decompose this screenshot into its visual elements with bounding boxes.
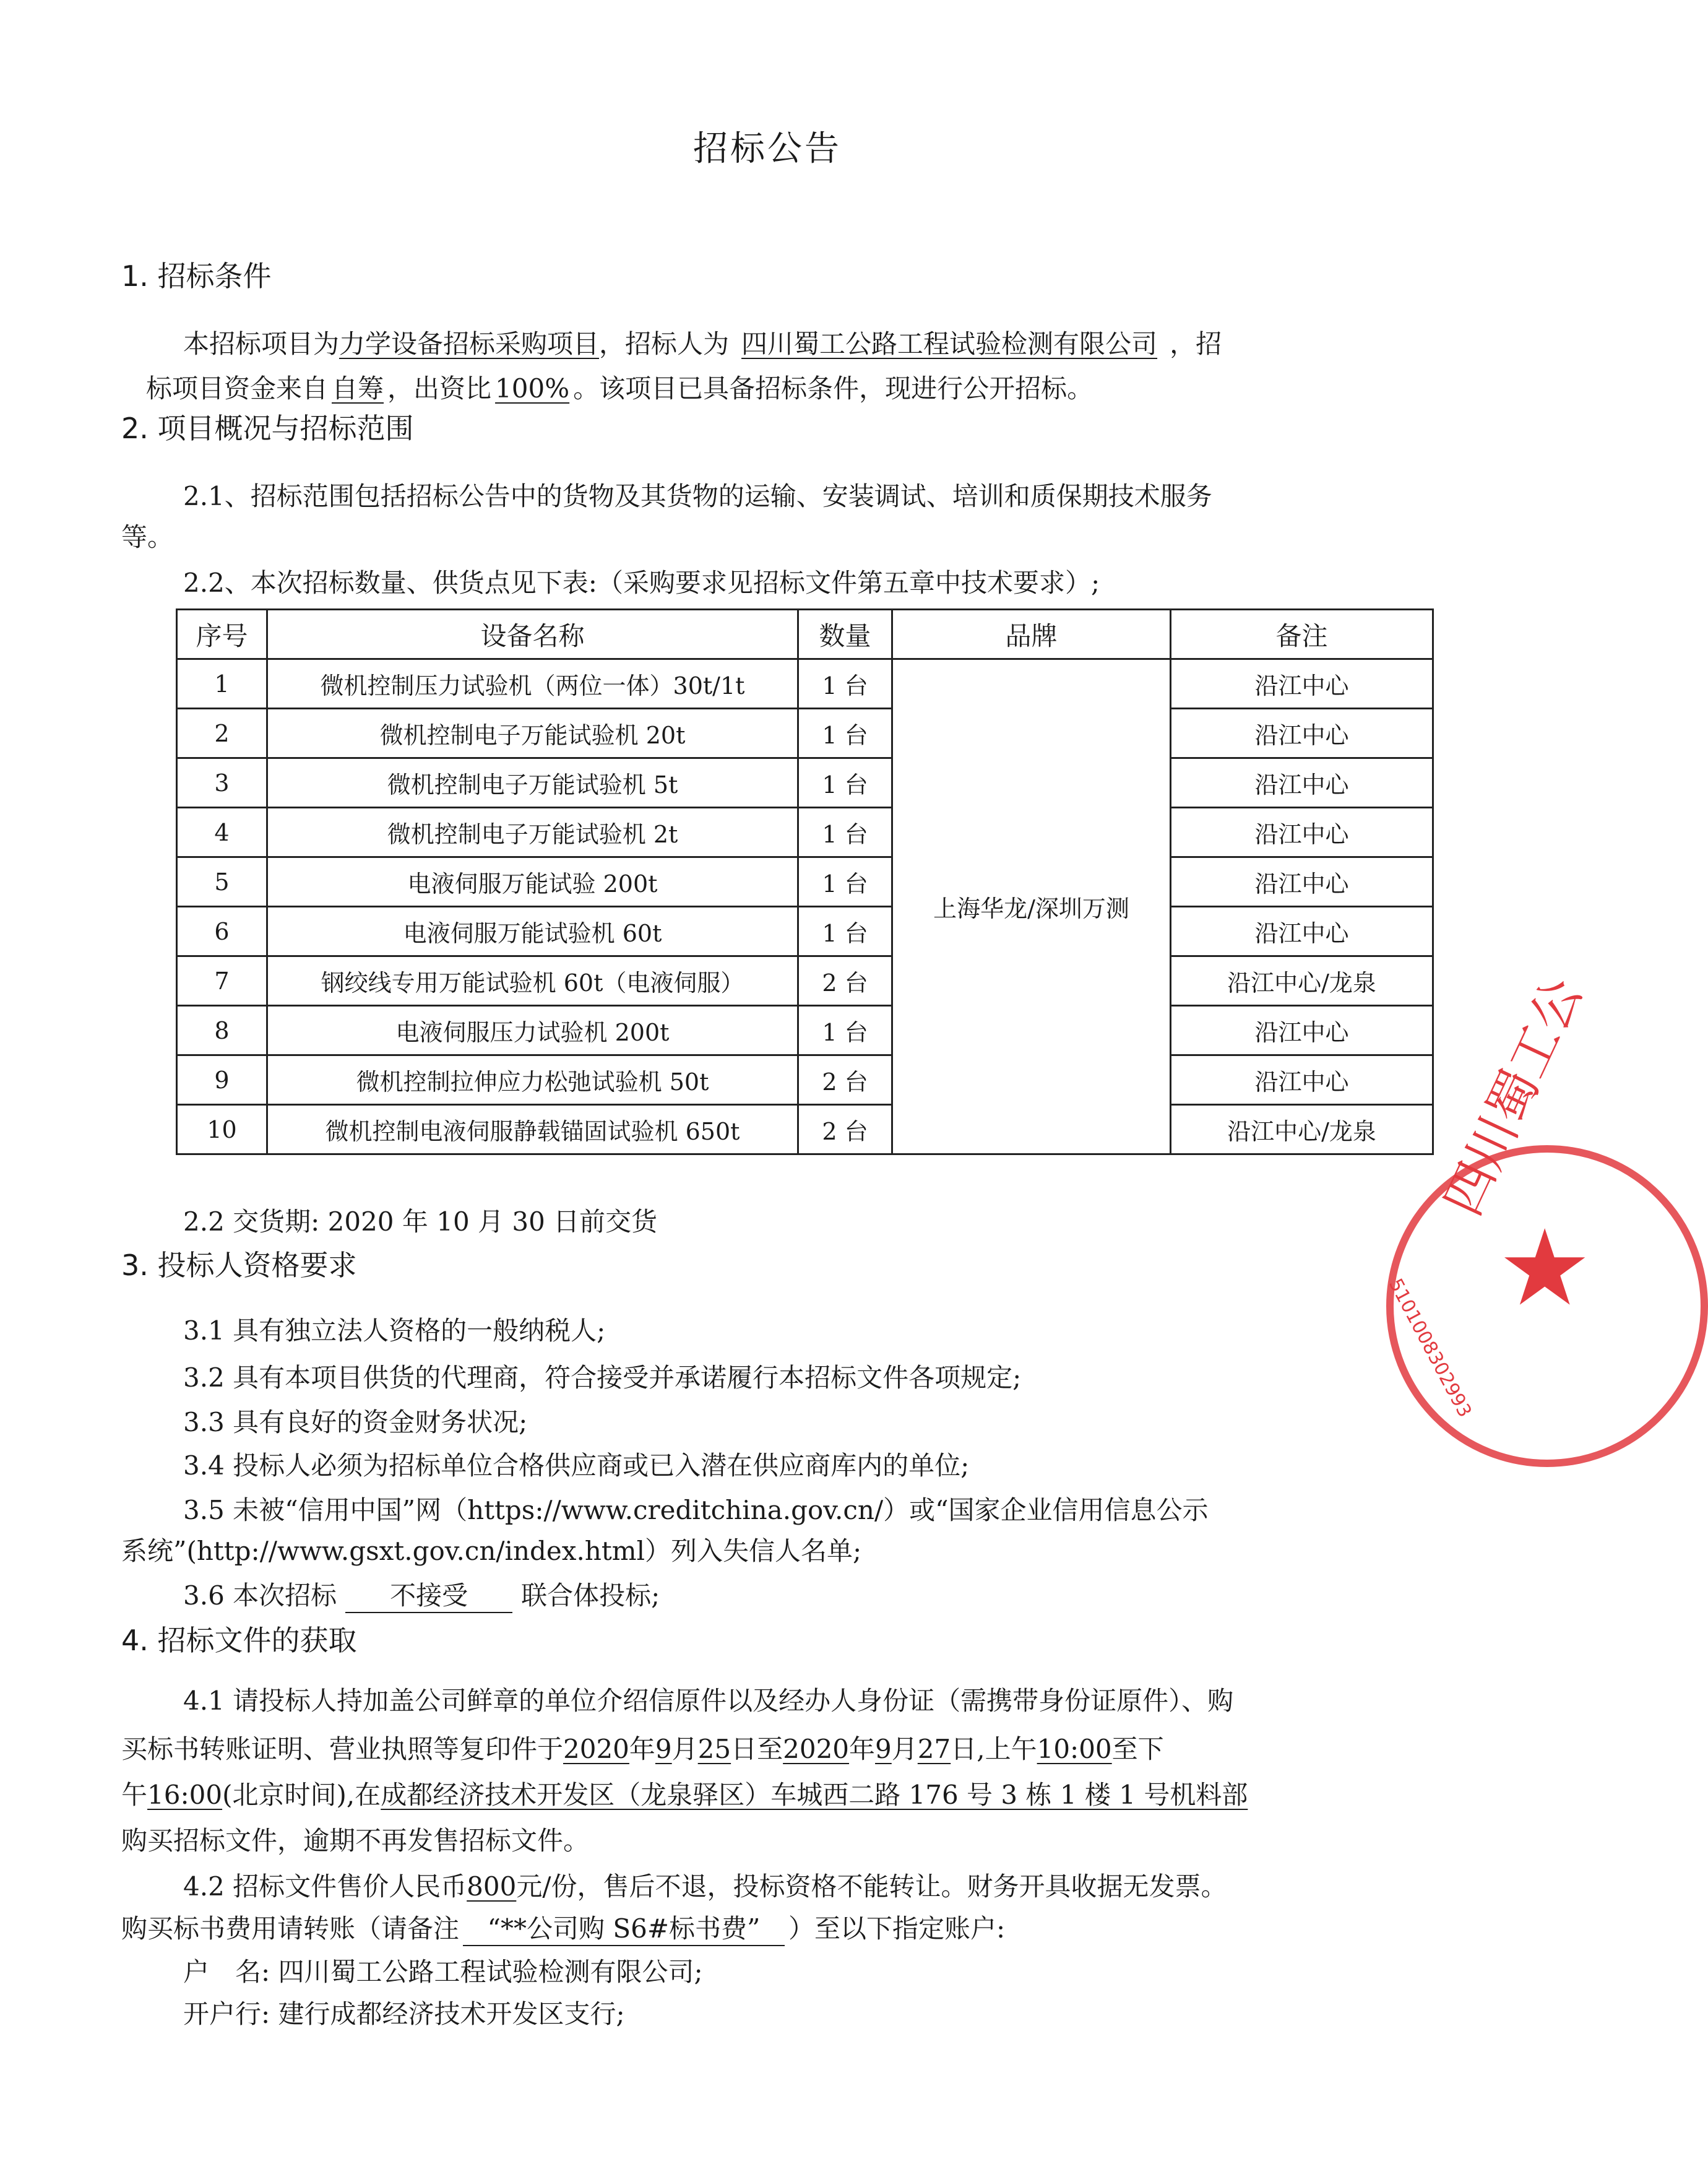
table-row — [177, 956, 1433, 1006]
section-4-1-line-4: 购买招标文件，逾期不再发售招标文件。 — [121, 1825, 590, 1856]
cell-no: 1 — [177, 659, 267, 709]
cell-no: 4 — [177, 808, 267, 857]
page-title: 招标公告 — [693, 129, 842, 169]
cell-no: 6 — [177, 907, 267, 956]
start-month: 9 — [655, 1734, 672, 1764]
section-4-heading: 4. 招标文件的获取 — [121, 1624, 357, 1657]
cell-name: 微机控制电液伺服静载锚固试验机 650t — [267, 1105, 798, 1154]
header-name: 设备名称 — [267, 610, 798, 659]
section-2-1-line-1: 2.1、招标范围包括招标公告中的货物及其货物的运输、安装调试、培训和质保期技术服务 — [183, 481, 1212, 511]
text: 标项目资金来自 — [146, 373, 329, 404]
end-day: 27 — [917, 1734, 951, 1764]
cell-name: 微机控制拉伸应力松弛试验机 50t — [267, 1055, 798, 1105]
table-row — [177, 758, 1433, 808]
cell-name: 微机控制电子万能试验机 20t — [267, 709, 798, 758]
qualification-item: 3.3 具有良好的资金财务状况; — [183, 1407, 528, 1437]
text: 3.6 本次招标 — [183, 1580, 337, 1611]
section-1-line-1 — [183, 326, 1222, 363]
cell-name: 微机控制电子万能试验机 2t — [267, 808, 798, 857]
cell-no: 7 — [177, 956, 267, 1006]
table-header-row — [177, 610, 1433, 659]
cell-no: 9 — [177, 1055, 267, 1105]
cell-qty: 1 台 — [798, 758, 892, 808]
table-row — [177, 857, 1433, 907]
start-year: 2020 — [563, 1734, 629, 1764]
header-brand: 品牌 — [892, 610, 1171, 659]
cell-no: 2 — [177, 709, 267, 758]
section-4-1-line-3 — [121, 1777, 1248, 1814]
cell-name: 电液伺服压力试验机 200t — [267, 1006, 798, 1055]
text: (北京时间),在 — [222, 1780, 381, 1810]
table-row — [177, 1055, 1433, 1105]
qualification-item: 3.4 投标人必须为招标单位合格供应商或已入潜在供应商库内的单位; — [183, 1450, 970, 1481]
text: ，出资比 — [387, 373, 492, 404]
cell-note: 沿江中心/龙泉 — [1171, 1105, 1433, 1154]
cell-qty: 1 台 — [798, 1006, 892, 1055]
section-1-heading: 1. 招标条件 — [121, 259, 272, 293]
project-name: 力学设备招标采购项目 — [339, 329, 600, 359]
cell-name: 微机控制压力试验机（两位一体）30t/1t — [267, 659, 798, 709]
account-name: 户 名: 四川蜀工公路工程试验检测有限公司; — [183, 1957, 703, 1987]
tenderer-name: 四川蜀工公路工程试验检测有限公司 — [741, 329, 1158, 359]
document-price: 800 — [467, 1871, 517, 1902]
text: 年 — [629, 1734, 655, 1764]
qualification-item-3-6 — [183, 1577, 660, 1614]
seal-star-icon: ★ — [1498, 1207, 1592, 1330]
text: 4.2 招标文件售价人民币 — [183, 1871, 467, 1902]
text: 元/份，售后不退，投标资格不能转让。财务开具收据无发票。 — [516, 1871, 1227, 1902]
seal-number: 5101008302993 — [1384, 1275, 1476, 1421]
table-row — [177, 659, 1433, 709]
text: 月 — [891, 1734, 918, 1764]
table-row — [177, 1105, 1433, 1154]
text: ，招标人为 — [599, 329, 730, 359]
section-4-1-line-1: 4.1 请投标人持加盖公司鲜章的单位介绍信原件以及经办人身份证（需携带身份证原件）、购 — [183, 1686, 1234, 1716]
cell-brand: 上海华龙/深圳万测 — [892, 659, 1171, 1154]
transfer-remark: “**公司购 S6#标书费” — [463, 1913, 785, 1946]
cell-name: 电液伺服万能试验机 60t — [267, 907, 798, 956]
cell-qty: 1 台 — [798, 709, 892, 758]
text: 。该项目已具备招标条件，现进行公开招标。 — [573, 373, 1093, 404]
end-time: 16:00 — [147, 1780, 223, 1810]
text: 午 — [121, 1780, 148, 1810]
text: 联合体投标; — [521, 1580, 660, 1611]
cell-note: 沿江中心 — [1171, 1055, 1433, 1105]
section-1-line-2 — [146, 370, 1093, 407]
cell-qty: 2 台 — [798, 1105, 892, 1154]
text: 买标书转账证明、营业执照等复印件于 — [121, 1734, 564, 1764]
text: 月 — [671, 1734, 698, 1764]
section-2-1-line-2: 等。 — [121, 522, 174, 552]
cell-note: 沿江中心 — [1171, 709, 1433, 758]
bank-name: 开户行: 建行成都经济技术开发区支行; — [183, 1999, 625, 2029]
section-4-2-line-1 — [183, 1868, 1227, 1905]
qualification-item-3-5-line-1: 3.5 未被“信用中国”网（https://www.creditchina.gov.cn/）或“国家企业信用信息公示 — [183, 1495, 1209, 1525]
cell-qty: 1 台 — [798, 907, 892, 956]
cell-note: 沿江中心 — [1171, 1006, 1433, 1055]
text: 本招标项目为 — [183, 329, 340, 359]
header-no: 序号 — [177, 610, 267, 659]
qualification-item-3-5-line-2: 系统”(http://www.gsxt.gov.cn/index.html）列入失信人名单; — [121, 1536, 862, 1566]
cell-no: 10 — [177, 1105, 267, 1154]
section-3-heading: 3. 投标人资格要求 — [121, 1249, 357, 1282]
goods-table — [176, 608, 1434, 1155]
cell-note: 沿江中心 — [1171, 907, 1433, 956]
section-4-1-line-2 — [121, 1731, 1164, 1768]
section-4-2-line-2 — [121, 1910, 1005, 1947]
text: 至下 — [1111, 1734, 1164, 1764]
cell-note: 沿江中心 — [1171, 808, 1433, 857]
fund-ratio: 100% — [495, 373, 570, 404]
text: ，招 — [1170, 329, 1222, 359]
cell-qty: 1 台 — [798, 857, 892, 907]
section-2-2-intro: 2.2、本次招标数量、供货点见下表:（采购要求见招标文件第五章中技术要求）; — [183, 568, 1100, 598]
qualification-item: 3.2 具有本项目供货的代理商，符合接受并承诺履行本招标文件各项规定; — [183, 1362, 1022, 1393]
delivery-date: 2.2 交货期: 2020 年 10 月 30 日前交货 — [183, 1206, 658, 1237]
end-year: 2020 — [783, 1734, 850, 1764]
cell-name: 钢绞线专用万能试验机 60t（电液伺服） — [267, 956, 798, 1006]
section-2-heading: 2. 项目概况与招标范围 — [121, 412, 414, 445]
text: 日至 — [731, 1734, 783, 1764]
cell-name: 电液伺服万能试验 200t — [267, 857, 798, 907]
cell-note: 沿江中心 — [1171, 659, 1433, 709]
cell-note: 沿江中心 — [1171, 857, 1433, 907]
table-row — [177, 1006, 1433, 1055]
table-row — [177, 907, 1433, 956]
start-time: 10:00 — [1037, 1734, 1112, 1764]
cell-qty: 1 台 — [798, 659, 892, 709]
qualification-item: 3.1 具有独立法人资格的一般纳税人; — [183, 1315, 606, 1346]
cell-note: 沿江中心 — [1171, 758, 1433, 808]
cell-qty: 2 台 — [798, 956, 892, 1006]
text: ）至以下指定账户: — [788, 1913, 1006, 1944]
cell-name: 微机控制电子万能试验机 5t — [267, 758, 798, 808]
cell-no: 3 — [177, 758, 267, 808]
start-day: 25 — [697, 1734, 731, 1764]
cell-note: 沿江中心/龙泉 — [1171, 956, 1433, 1006]
text: 年 — [849, 1734, 876, 1764]
purchase-address: 成都经济技术开发区（龙泉驿区）车城西二路 176 号 3 栋 1 楼 1 号机料部 — [381, 1780, 1248, 1810]
header-qty: 数量 — [798, 610, 892, 659]
seal-text: 四川蜀工公 — [1433, 969, 1594, 1224]
cell-qty: 1 台 — [798, 808, 892, 857]
header-note: 备注 — [1171, 610, 1433, 659]
text: 日,上午 — [951, 1734, 1037, 1764]
cell-no: 8 — [177, 1006, 267, 1055]
table-row — [177, 709, 1433, 758]
fund-source: 自筹 — [332, 373, 384, 404]
cell-qty: 2 台 — [798, 1055, 892, 1105]
table-row — [177, 808, 1433, 857]
consortium-blank: 不接受 — [345, 1580, 512, 1613]
text: 购买标书费用请转账（请备注 — [121, 1913, 460, 1944]
end-month: 9 — [875, 1734, 892, 1764]
cell-no: 5 — [177, 857, 267, 907]
